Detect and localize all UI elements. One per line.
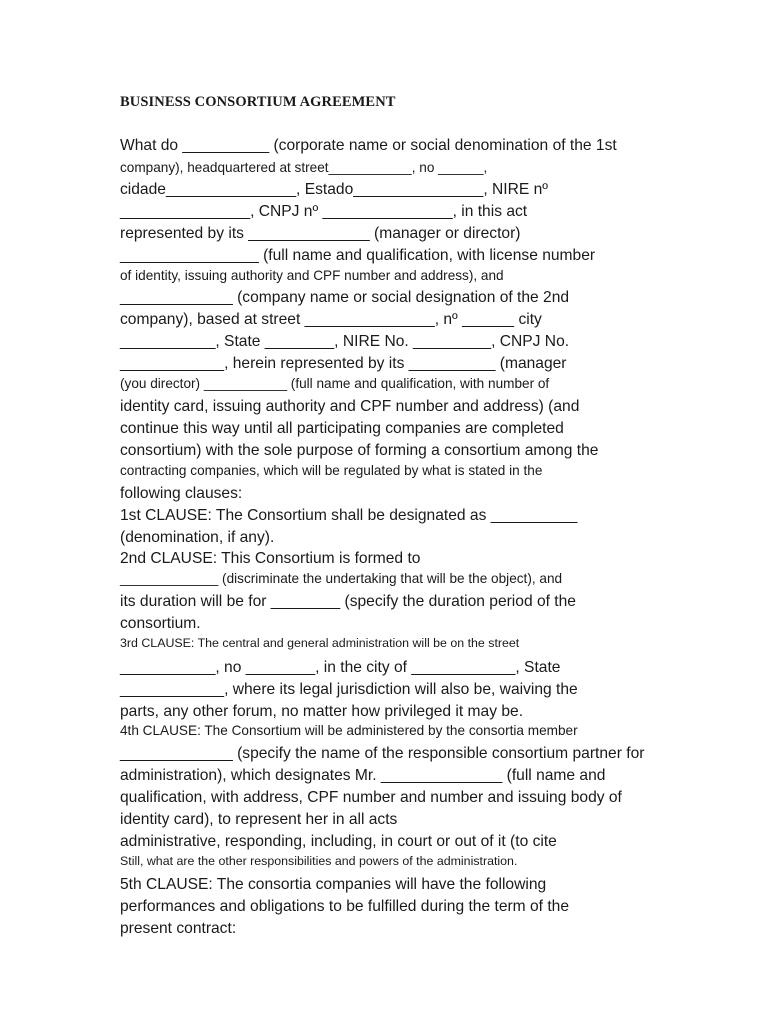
text-line: 2nd CLAUSE: This Consortium is formed to (120, 550, 421, 567)
text-line: (denomination, if any). (120, 529, 275, 546)
text-line: cidade_______________, Estado_______________, NIRE nº (120, 181, 548, 198)
text-line: following clauses: (120, 485, 243, 502)
text-line: performances and obligations to be fulfilled during the term of the (120, 898, 570, 915)
text-line: represented by its ______________ (manager or director) (120, 225, 521, 242)
text-line: ____________, where its legal jurisdiction will also be, waiving the (120, 681, 578, 698)
text-line: company), based at street _______________, nº ______ city (120, 311, 542, 328)
text-line: administration), which designates Mr. ______________ (full name and (120, 767, 606, 784)
text-line: 4th CLAUSE: The Consortium will be administered by the consortia member (120, 723, 578, 738)
text-line: _____________ (specify the name of the responsible consortium partner for (120, 745, 645, 762)
text-line: ____________, herein represented by its __________ (manager (120, 355, 567, 372)
text-line: its duration will be for ________ (specify the duration period of the (120, 593, 576, 610)
text-line: consortium. (120, 615, 201, 632)
text-line: company), headquartered at street___________, no ______, (120, 160, 488, 175)
text-line: ________________ (full name and qualification, with license number (120, 247, 596, 264)
text-line: (you director) ___________ (full name and qualification, with number of (120, 376, 550, 391)
text-line: 3rd CLAUSE: The central and general administration will be on the street (120, 636, 520, 650)
text-line: ___________, no ________, in the city of ____________, State (120, 659, 561, 676)
text-line: administrative, responding, including, in court or out of it (to cite (120, 833, 557, 850)
text-line: ___________, State ________, NIRE No. _________, CNPJ No. (120, 333, 570, 350)
text-line: parts, any other forum, no matter how privileged it may be. (120, 703, 524, 720)
text-line: Still, what are the other responsibilities and powers of the administration. (120, 854, 518, 868)
text-line: 1st CLAUSE: The Consortium shall be designated as __________ (120, 507, 578, 524)
text-line: identity card, issuing authority and CPF number and address) (and (120, 398, 580, 415)
text-line: consortium) with the sole purpose of forming a consortium among the (120, 442, 599, 459)
text-line: identity card), to represent her in all acts (120, 811, 398, 828)
text-line: _______________, CNPJ nº _______________, in this act (120, 203, 528, 220)
document-title: BUSINESS CONSORTIUM AGREEMENT (120, 94, 396, 110)
text-line: _____________ (discriminate the undertaking that will be the object), and (120, 571, 563, 586)
text-line: qualification, with address, CPF number and number and issuing body of (120, 789, 622, 806)
text-line: present contract: (120, 920, 237, 937)
text-line: 5th CLAUSE: The consortia companies will have the following (120, 876, 547, 893)
text-line: contracting companies, which will be regulated by what is stated in the (120, 463, 543, 478)
text-line: of identity, issuing authority and CPF number and address), and (120, 268, 504, 283)
text-line: continue this way until all participating companies are completed (120, 420, 564, 437)
text-line: What do __________ (corporate name or social denomination of the 1st (120, 137, 617, 154)
text-line: _____________ (company name or social designation of the 2nd (120, 289, 570, 306)
